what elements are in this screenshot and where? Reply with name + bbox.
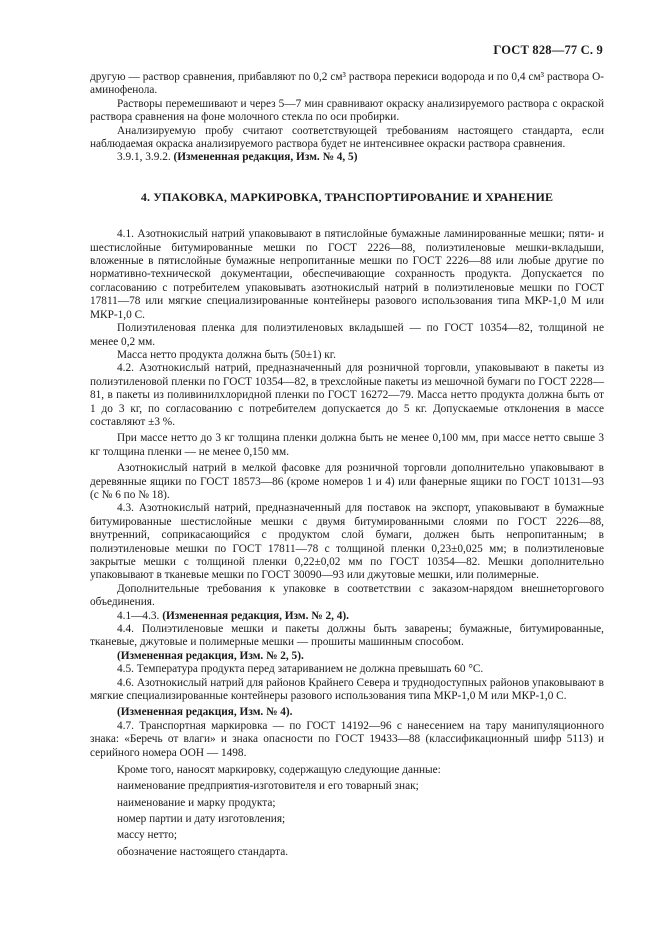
paragraph-compliance: Анализируемую пробу считают соответствующей требованиям настоящего стандарта, если наблюдаемая окраска анализируемого раствора будет не интенсивнее окраски раствора сравнения.: [90, 124, 604, 151]
paragraph-4-1-4-3-amendment: [90, 610, 604, 623]
amendment-note-4-4: (Измененная редакция, Изм. № 2, 5).: [117, 649, 304, 662]
marking-item: обозначение настоящего стандарта.: [117, 845, 289, 858]
paragraph-4-3: 4.3. Азотнокислый натрий, предназначенный для поставок на экспорт, упаковывают в бумажные битумированные шестислойные мешки с двумя битумированными слоями по ГОСТ 2226—88, внутренний, соприкасающийся с продуктом слой бумаги, должен быть непропитанным; в полиэтиленовые мешки по ГОСТ 17811—78 с толщиной пленки 0,23±0,025 мм; в полиэтиленовые закрытые мешки с толщиной пленки 0,22±0,02 мм по ГОСТ 10354—82. Мешки дополнительно упаковывают в тканевые мешки по ГОСТ 30090—93 или джутовые мешки, или полимерные.: [90, 502, 604, 582]
marking-item: наименование и марку продукта;: [117, 796, 276, 809]
clause-number: 4.1—4.3.: [117, 609, 160, 622]
paragraph-mass: Масса нетто продукта должна быть (50±1) кг.: [117, 348, 336, 361]
amendment-note-4-6: (Измененная редакция, Изм. № 4).: [117, 706, 293, 719]
amendment-note: (Измененная редакция, Изм. № 2, 4).: [162, 609, 349, 622]
clause-number: 3.9.1, 3.9.2.: [117, 151, 171, 164]
paragraph-4-1: 4.1. Азотнокислый натрий упаковывают в пятислойные бумажные ламинированные мешки; пяти- и шестислойные битумированные мешки по ГОСТ 2226—88, полиэтиленовые мешки-вкладыши, вложенные в пятислойные бумажные непропитанные мешки по ГОСТ 2226—88 или любые другие по нормативно-технической документации, обеспечивающие сохранность продукта. Допускается по согласованию с потребителем упаковывать азотнокислый натрий в полиэтиленовые мешки по ГОСТ 17811—78 или мягкие специализированные контейнеры разового использования типа МКР-1,0 М или МКР-1,0 С.: [90, 228, 604, 321]
marking-item: наименование предприятия-изготовителя и его товарный знак;: [117, 780, 419, 793]
paragraph-mix: Растворы перемешивают и через 5—7 мин сравнивают окраску анализируемого раствора с окраской раствора сравнения на фоне молочного стекла по оси пробирки.: [90, 97, 604, 124]
marking-item: массу нетто;: [117, 829, 178, 842]
paragraph-extra-requirements: Дополнительные требования к упаковке в соответствии с заказом-нарядом внешнеторгового объединения.: [90, 582, 604, 609]
paragraph-391-amendment: [90, 151, 604, 164]
paragraph-film: Полиэтиленовая пленка для полиэтиленовых вкладышей — по ГОСТ 10354—82, толщиной не менее 0,2 мм.: [90, 322, 604, 348]
paragraph-4-2: 4.2. Азотнокислый натрий, предназначенный для розничной торговли, упаковывают в пакеты из полиэтиленовой пленки по ГОСТ 10354—82, в трехслойные пакеты из мешочной бумаги по ГОСТ 2228—81, в пакеты из поливинилхлоридной пленки по ГОСТ 16272—79. Масса нетто продукта должна быть от 1 до 3 кг, по согласованию с потребителем допускается до 5 кг. Допускаемые отклонения в массе составляют ±3 %.: [90, 362, 604, 428]
paragraph-marking-intro: Кроме того, наносят маркировку, содержащую следующие данные:: [117, 764, 441, 777]
paragraph-4-5: 4.5. Температура продукта перед затариванием не должна превышать 60 °С.: [117, 663, 484, 676]
amendment-note: (Измененная редакция, Изм. № 4, 5): [173, 151, 358, 164]
paragraph-4-6: 4.6. Азотнокислый натрий для районов Крайнего Севера и труднодоступных районов упаковывают в мягкие специализированные контейнеры разового использования типа МКР-1,0 М или МКР-1,0 С.: [90, 676, 604, 703]
marking-item: номер партии и дату изготовления;: [117, 812, 286, 825]
running-header: ГОСТ 828—77 С. 9: [493, 43, 603, 57]
paragraph-sample-continuation: другую — раствор сравнения, прибавляют по 0,2 см³ раствора перекиси водорода и по 0,4 см³ раствора О-аминофенола.: [90, 71, 604, 97]
paragraph-4-4: 4.4. Полиэтиленовые мешки и пакеты должны быть заварены; бумажные, битумированные, тканевые, джутовые и полимерные мешки — прошиты машинным способом.: [90, 623, 604, 649]
section-title: 4. УПАКОВКА, МАРКИРОВКА, ТРАНСПОРТИРОВАНИЕ И ХРАНЕНИЕ: [140, 189, 554, 204]
paragraph-retail: Азотнокислый натрий в мелкой фасовке для розничной торговли дополнительно упаковывают в деревянные ящики по ГОСТ 18573—86 (кроме номеров 1 и 4) или фанерные ящики по ГОСТ 10131—93 (с № 6 по № 18).: [90, 462, 604, 501]
body-text: [90, 71, 604, 860]
paragraph-thickness: При массе нетто до 3 кг толщина пленки должна быть не менее 0,100 мм, при массе нетто свыше 3 кг толщина пленки — не менее 0,150 мм.: [90, 432, 604, 458]
paragraph-4-7: 4.7. Транспортная маркировка — по ГОСТ 14192—96 с нанесением на тару манипуляционного знака: «Беречь от влаги» и знака опасности по ГОСТ 19433—88 (классификационный шифр 5113) и серийного номера ООН — 1498.: [90, 719, 604, 759]
